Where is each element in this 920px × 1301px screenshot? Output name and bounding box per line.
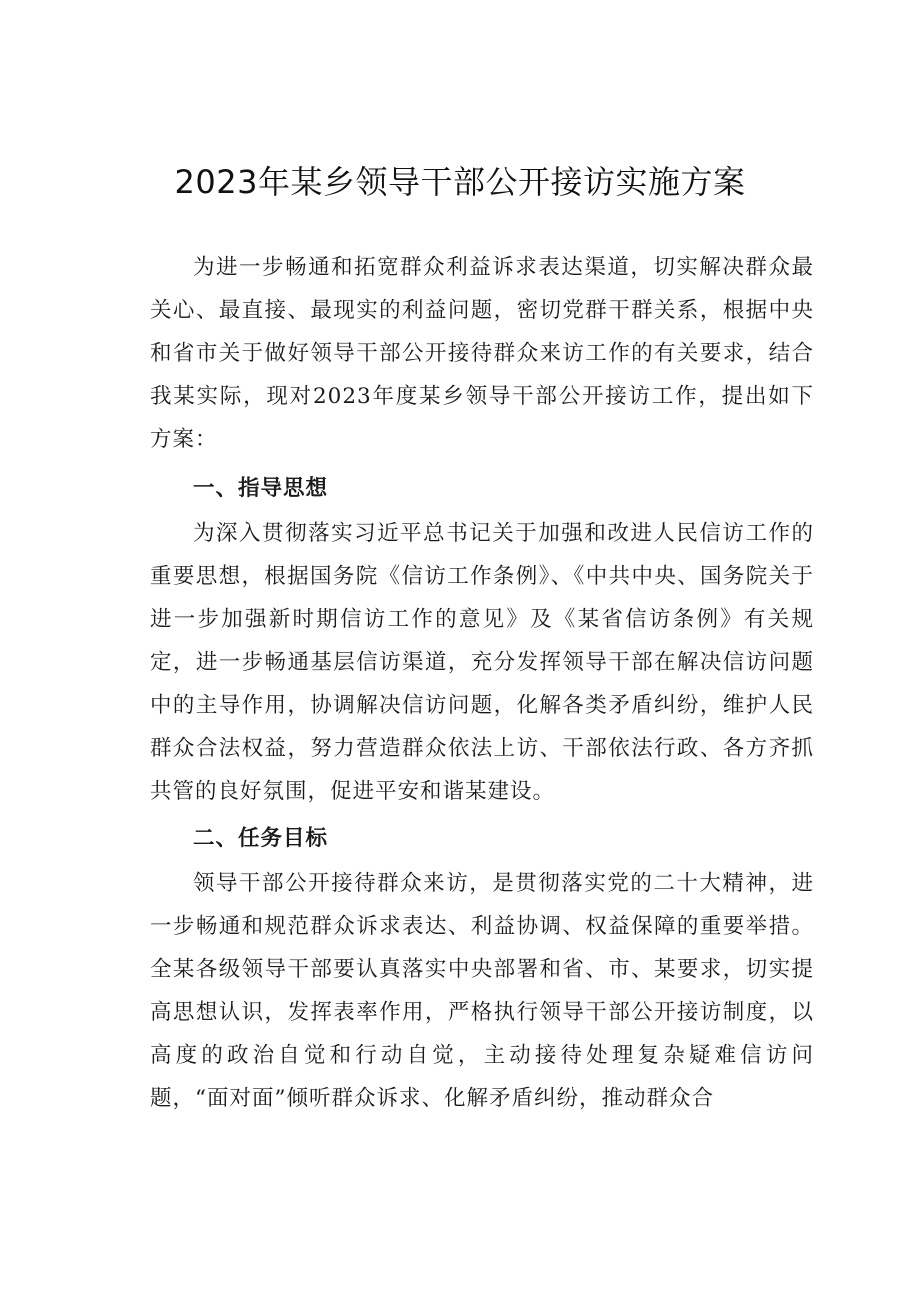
document-title: 2023年某乡领导干部公开接访实施方案 [174,163,746,201]
section-body-guiding-ideology: 为深入贯彻落实习近平总书记关于加强和改进人民信访工作的重要思想，根据国务院《信访工作条例》、《中共中央、国务院关于进一步加强新时期信访工作的意见》及《某省信访条例》有关规定，进一步畅通基层信访渠道，充分发挥领导干部在解决信访问题中的主导作用，协调解决信访问题，化解各类矛盾纠纷，维护人民群众合法权益，努力营造群众依法上访、干部依法行政、各方齐抓共管的良好氛围，促进平安和谐某建设。 [150,521,814,804]
section-heading-guiding-ideology: 一、指导思想 [193,476,329,501]
section-heading-task-goals: 二、任务目标 [193,826,329,851]
intro-paragraph: 为进一步畅通和拓宽群众利益诉求表达渠道，切实解决群众最关心、最直接、最现实的利益问题，密切党群干群关系，根据中央和省市关于做好领导干部公开接待群众来访工作的有关要求，结合我某实际，现对2023年度某乡领导干部公开接访工作，提出如下方案： [150,255,814,452]
section-body-task-goals: 领导干部公开接待群众来访，是贯彻落实党的二十大精神，进一步畅通和规范群众诉求表达、利益协调、权益保障的重要举措。全某各级领导干部要认真落实中央部署和省、市、某要求，切实提高思想认识，发挥表率作用，严格执行领导干部公开接访制度，以高度的政治自觉和行动自觉，主动接待处理复杂疑难信访问题，“面对面”倾听群众诉求、化解矛盾纠纷，推动群众合 [150,871,814,1111]
document-body [150,246,814,1120]
